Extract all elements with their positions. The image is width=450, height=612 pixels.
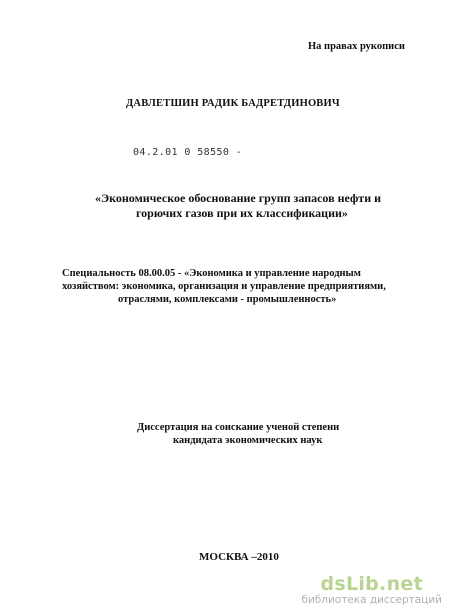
- author-name: ДАВЛЕТШИН РАДИК БАДРЕТДИНОВИЧ: [126, 98, 340, 109]
- watermark-subtitle: библиотека диссертаций: [301, 594, 442, 606]
- code-stamp: 04.2.01 0 58550 -: [133, 147, 243, 158]
- dissertation-line-2: кандидата экономических наук: [173, 435, 323, 446]
- watermark: [301, 574, 442, 606]
- specialty-line-1: Специальность 08.00.05 - «Экономика и управление народным: [62, 268, 361, 279]
- specialty-line-3: отраслями, комплексами - промышленность»: [118, 294, 337, 305]
- rights-note: На правах рукописи: [308, 41, 405, 52]
- title-line-1: «Экономическое обоснование групп запасов нефти и: [95, 191, 382, 205]
- watermark-logo: dsLib.net: [320, 573, 423, 595]
- dissertation-line-1: Диссертация на соискание ученой степени: [137, 422, 340, 433]
- specialty-line-2: хозяйством: экономика, организация и управление предприятиями,: [62, 281, 386, 292]
- title-line-2: горючих газов при их классификации»: [136, 206, 348, 220]
- city-year: МОСКВА –2010: [199, 551, 279, 563]
